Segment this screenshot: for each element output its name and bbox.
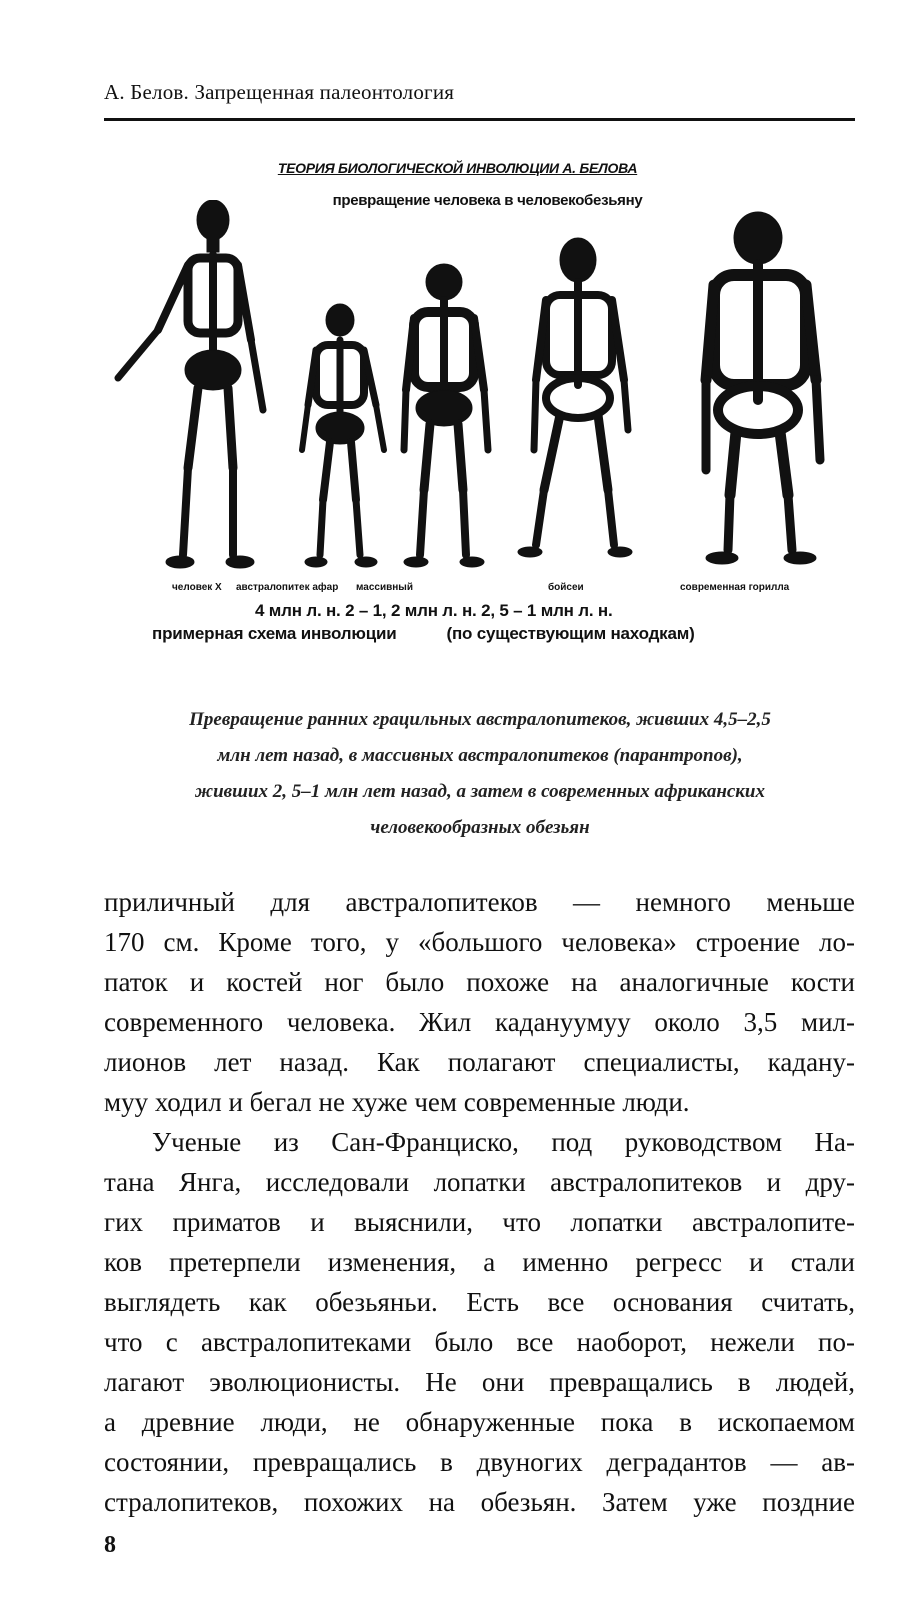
figure-subtitle: превращение человека в человекобезьяну	[332, 192, 643, 209]
label-human-x: человек X	[172, 582, 222, 593]
text-line: лионов лет назад. Как полагают специалисты, кадану-	[104, 1047, 855, 1077]
skeletons-illustration	[108, 200, 848, 580]
skeleton-afarensis	[302, 304, 384, 567]
label-afarensis: австралопитек афар	[236, 582, 339, 593]
header-rule	[104, 118, 855, 121]
scheme-left: примерная схема инволюции	[152, 624, 397, 643]
figure-ages: 4 млн л. н. 2 – 1, 2 млн л. н. 2, 5 – 1 млн л. н.	[255, 601, 613, 620]
text-line: приличный для австралопитеков — немного меньше	[104, 887, 855, 917]
text-line: гих приматов и выяснили, что лопатки австралопите-	[104, 1207, 855, 1237]
label-robust: массивный	[356, 582, 413, 593]
text-line: 170 см. Кроме того, у «большого человека» строение ло-	[104, 927, 855, 957]
caption-line: человекообразных обезьян	[370, 817, 590, 838]
caption-line: живших 2, 5–1 млн лет назад, а затем в современных африканских	[195, 781, 765, 802]
body-text	[104, 882, 855, 1522]
text-line: тана Янга, исследовали лопатки австралопитеков и дру-	[104, 1167, 855, 1197]
label-boisei: бойсеи	[548, 582, 584, 593]
figure-caption	[110, 702, 850, 846]
caption-line: млн лет назад, в массивных австралопитеков (парантропов),	[217, 745, 743, 766]
text-line: муу ходил и бегал не хуже чем современные люди.	[104, 1087, 690, 1117]
text-line: а древние люди, не обнаруженные пока в ископаемом	[104, 1407, 855, 1437]
figure-scheme	[152, 624, 695, 644]
text-line: современного человека. Жил кадануумуу около 3,5 мил-	[104, 1007, 855, 1037]
text-line: Ученые из Сан-Франциско, под руководством На-	[152, 1127, 855, 1157]
skeleton-boisei	[518, 238, 632, 557]
text-line: паток и костей ног было похоже на аналогичные кости	[104, 967, 855, 997]
text-line: состоянии, превращались в двуногих деградантов — ав-	[104, 1447, 855, 1477]
figure-title: ТЕОРИЯ БИОЛОГИЧЕСКОЙ ИНВОЛЮЦИИ А. БЕЛОВА	[277, 160, 638, 176]
text-line: ков претерпели изменения, а именно регресс и стали	[104, 1247, 855, 1277]
skeleton-gorilla	[706, 212, 820, 564]
page-number: 8	[104, 1532, 116, 1558]
text-line: стралопитеков, похожих на обезьян. Затем уже поздние	[104, 1487, 855, 1517]
caption-line: Превращение ранних грацильных австралопитеков, живших 4,5–2,5	[189, 709, 771, 730]
running-header: А. Белов. Запрещенная палеонтология	[104, 80, 455, 104]
skeleton-human-x	[118, 200, 263, 568]
text-line: что с австралопитеками было все наоборот, нежели по-	[104, 1327, 855, 1357]
label-gorilla: современная горилла	[680, 582, 790, 593]
scheme-right: (по существующим находкам)	[446, 624, 695, 643]
text-line: лагают эволюционисты. Не они превращались в людей,	[104, 1367, 855, 1397]
skeleton-robust	[404, 264, 488, 567]
text-line: выглядеть как обезьяньи. Есть все основания считать,	[104, 1287, 855, 1317]
